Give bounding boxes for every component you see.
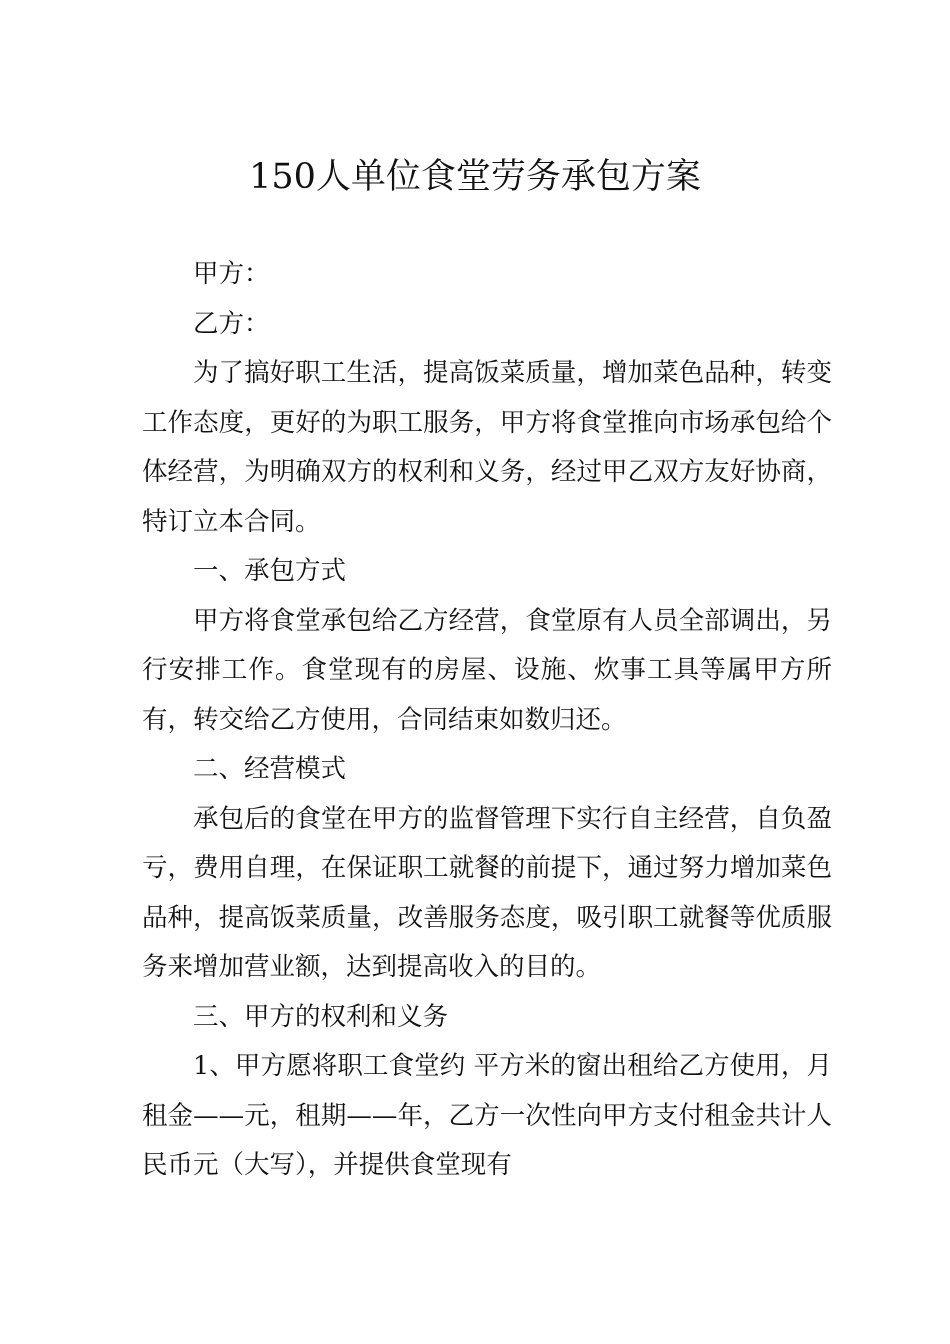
document-body	[142, 250, 832, 1191]
paragraph-line: 甲方将食堂承包给乙方经营，食堂原有人员全部调出，另	[193, 605, 832, 636]
paragraph-line: 特订立本合同。	[142, 506, 321, 537]
paragraph-line: 亏，费用自理，在保证职工就餐的前提下，通过努力增加菜色	[142, 853, 832, 883]
party-a-line: 甲方：	[193, 259, 270, 289]
paragraph-line: 务来增加营业额，达到提高收入的目的。	[142, 952, 602, 982]
section-heading: 三、甲方的权利和义务	[193, 1001, 449, 1032]
party-b-line: 乙方：	[193, 308, 270, 339]
paragraph-line: 品种，提高饭菜质量，改善服务态度，吸引职工就餐等优质服	[142, 902, 832, 933]
paragraph-line: 体经营，为明确双方的权利和义务，经过甲乙双方友好协商，	[142, 457, 832, 487]
section-heading: 二、经营模式	[193, 754, 347, 784]
paragraph-line: 行安排工作。食堂现有的房屋、设施、炊事工具等属甲方所	[142, 655, 832, 685]
paragraph-line: 民币元（大写），并提供食堂现有	[142, 1150, 512, 1180]
paragraph-line: 为了搞好职工生活，提高饭菜质量，增加菜色品种，转变	[193, 358, 832, 388]
paragraph-line: 租金——元，租期——年，乙方一次性向甲方支付租金共计人	[142, 1100, 832, 1131]
paragraph-line: 1、甲方愿将职工食堂约 平方米的窗出租给乙方使用，月	[193, 1051, 832, 1081]
paragraph-line: 承包后的食堂在甲方的监督管理下实行自主经营，自负盈	[193, 803, 832, 834]
document-title: 150人单位食堂劳务承包方案	[249, 157, 701, 197]
paragraph-line: 有，转交给乙方使用，合同结束如数归还。	[142, 704, 627, 735]
section-heading: 一、承包方式	[193, 556, 347, 586]
paragraph-line: 工作态度，更好的为职工服务，甲方将食堂推向市场承包给个	[142, 407, 832, 438]
